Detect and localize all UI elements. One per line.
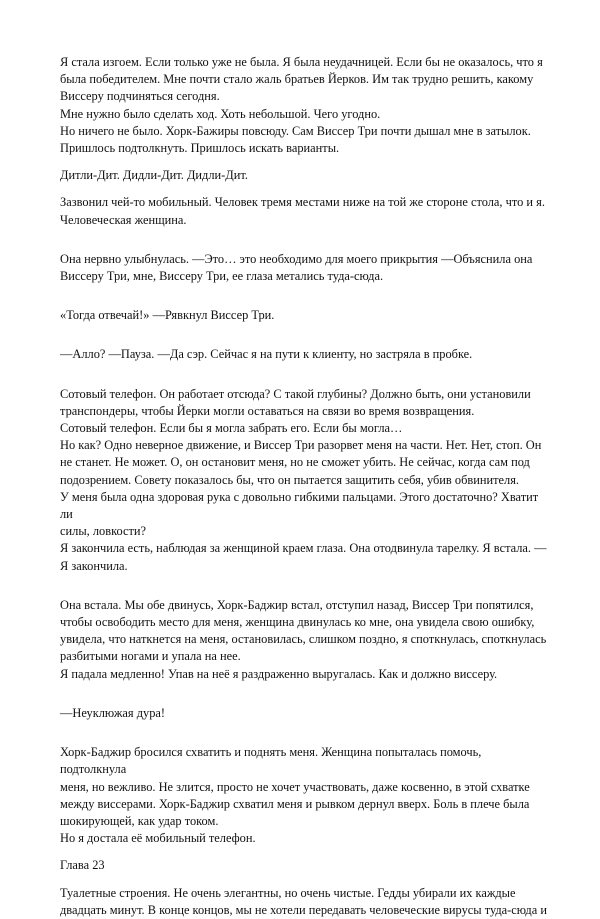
text-line: Я закончила. xyxy=(60,558,128,573)
text-line: Хорк-Баджир бросился схватить и поднять меня. Женщина попыталась помочь, подтолкнула xyxy=(60,745,482,777)
text-line: Пришлось подтолкнуть. Пришлось искать варианты. xyxy=(60,141,340,156)
document-page xyxy=(60,54,550,919)
text-line: Виссеру подчиняться сегодня. xyxy=(60,89,220,104)
text-line: Но я достала её мобильный телефон. xyxy=(60,831,256,846)
text-line: —Неуклюжая дура! xyxy=(60,705,166,720)
text-line: Я стала изгоем. Если только уже не была. Я была неудачницей. Если бы не оказалось, что я xyxy=(60,55,543,69)
text-line: Она встала. Мы обе двинусь, Хорк-Баджир встал, отступил назад, Виссер Три попятился, xyxy=(60,597,534,612)
text-line: подозрением. Совету показалось бы, что он пытается защитить себя, убив обвинителя. xyxy=(60,472,520,487)
text-line: Сотовый телефон. Он работает отсюда? С такой глубины? Должно быть, они установили xyxy=(60,386,531,401)
text-line: увидела, что наткнется на меня, остановилась, слишком поздно, я споткнулась, споткнулась xyxy=(60,632,547,647)
text-line: Сотовый телефон. Если бы я могла забрать его. Если бы могла… xyxy=(60,421,403,436)
text-line: чтобы освободить место для меня, женщина двинулась ко мне, она увидела свою ошибку, xyxy=(60,615,535,630)
text-line: разбитыми ногами и упала на нее. xyxy=(60,649,241,664)
text-line: Она нервно улыбнулась. —Это… это необходимо для моего прикрытия —Объяснила она xyxy=(60,251,533,266)
text-line: между виссерами. Хорк-Баджир схватил меня и рывком дернул вверх. Боль в плече была xyxy=(60,796,530,811)
text-line: шокирующей, как удар током. xyxy=(60,813,219,828)
text-line: меня, но вежливо. Не злится, просто не хочет участвовать, даже косвенно, в этой схватке xyxy=(60,779,530,794)
text-line: Но ничего не было. Хорк-Бажиры повсюду. Сам Виссер Три почти дышал мне в затылок. xyxy=(60,123,531,138)
text-line: Мне нужно было сделать ход. Хоть небольшой. Чего угодно. xyxy=(60,106,381,121)
text-line: У меня была одна здоровая рука с довольно гибкими пальцами. Этого достаточно? Хватит ли xyxy=(60,489,539,522)
text-line: двадцать минут. В конце концов, мы не хотели передавать человеческие вирусы туда-сюда и xyxy=(60,902,547,917)
text-line: Зазвонил чей-то мобильный. Человек тремя местами ниже на той же стороне стола, что и я. xyxy=(60,195,545,210)
text-line: «Тогда отвечай!» —Рявкнул Виссер Три. xyxy=(60,308,275,323)
text-line: транспондеры, чтобы Йерки могли оставаться на связи во время возвращения. xyxy=(60,403,475,418)
text-line: Туалетные строения. Не очень элегантны, но очень чистые. Гедды убирали их каждые xyxy=(60,885,516,900)
text-line: была победителем. Мне почти стало жаль братьев Йерков. Им так трудно решить, какому xyxy=(60,72,534,87)
text-line: —Алло? —Пауза. —Да сэр. Сейчас я на пути к клиенту, но застряла в пробке. xyxy=(60,347,473,362)
text-line: Дитли-Дит. Дидли-Дит. Дидли-Дит. xyxy=(60,168,248,183)
chapter-heading: Глава 23 xyxy=(60,858,105,873)
text-line: не станет. Не может. О, он остановит меня, но не сможет убить. Не сейчас, когда сам под xyxy=(60,455,530,470)
text-line: Но как? Одно неверное движение, и Виссер Три разорвет меня на части. Нет. Нет, стоп. Он xyxy=(60,438,542,453)
text-line: Я закончила есть, наблюдая за женщиной краем глаза. Она отодвинула тарелку. Я встала. — xyxy=(60,541,547,556)
text-line: Виссеру Три, мне, Виссеру Три, ее глаза метались туда-сюда. xyxy=(60,269,384,284)
text-line: Я падала медленно! Упав на неё я раздраженно выругалась. Как и должно виссеру. xyxy=(60,666,498,681)
text-line: Человеческая женщина. xyxy=(60,212,187,227)
text-line: силы, ловкости? xyxy=(60,524,147,539)
